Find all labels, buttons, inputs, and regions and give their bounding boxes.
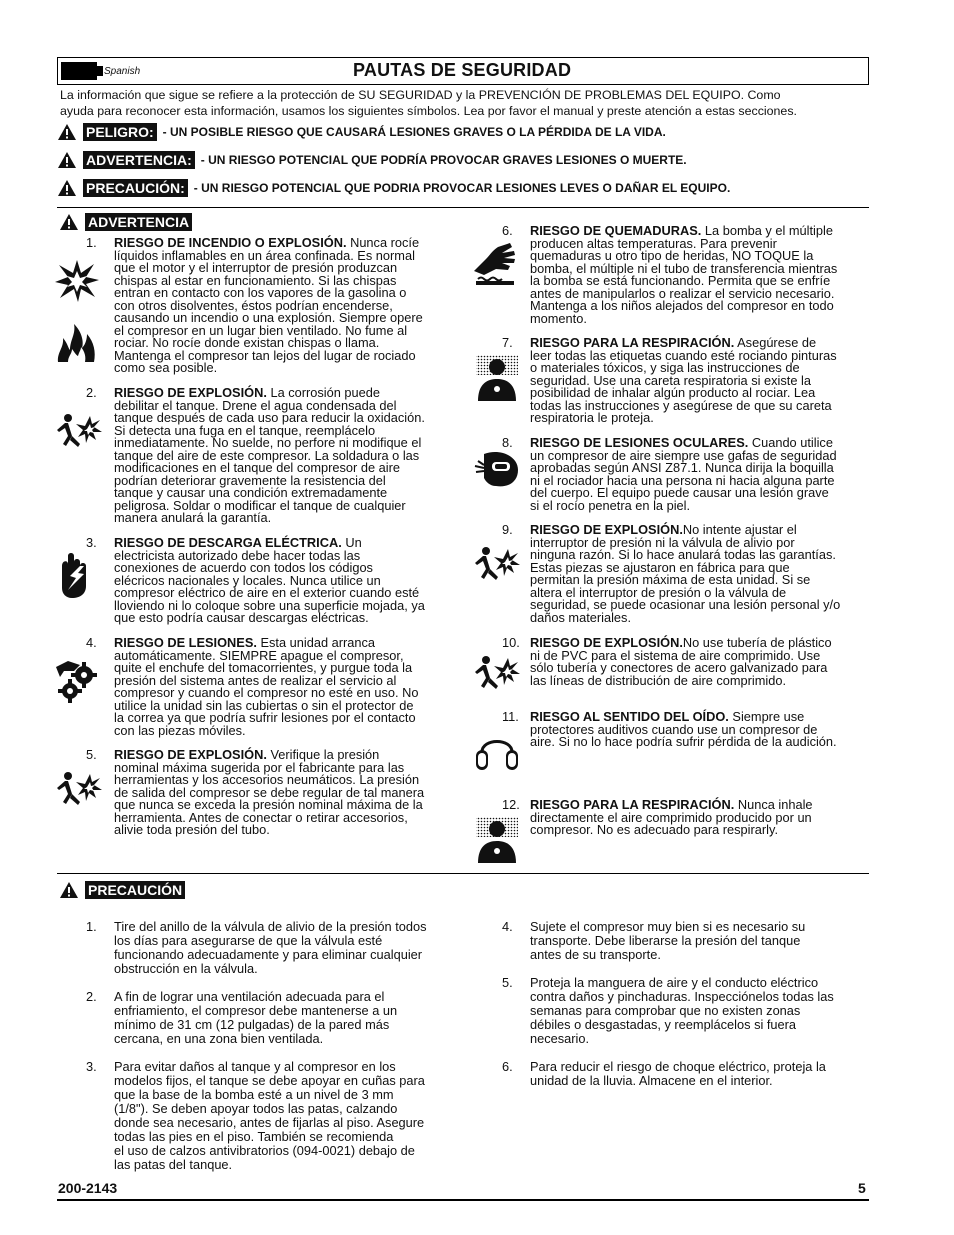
item-line: un compresor de aire siempre use gafas de seguridad bbox=[530, 447, 837, 463]
electric-shock-icon bbox=[54, 552, 100, 598]
item-line: antes de su transporte. bbox=[530, 947, 661, 962]
item-title: RIESGO DE EXPLOSIÓN. bbox=[530, 522, 683, 537]
item-line: rociar. No rocíe donde existan chispas o llama. bbox=[114, 335, 380, 350]
item-line: momento. bbox=[530, 310, 587, 326]
item-line: todas las pies en el piso. También se recomienda bbox=[114, 1129, 394, 1144]
item-line: tanque del aire de este compresor. La soldadura o las bbox=[114, 447, 420, 463]
item-title: RIESGO DE DESCARGA ELÉCTRICA. bbox=[114, 535, 342, 550]
gear-hand-icon bbox=[54, 657, 100, 703]
explosion-icon bbox=[54, 258, 100, 304]
item-line: seguridad. Use una careta respiratoria si existe la bbox=[530, 372, 811, 388]
symbol-label: PELIGRO: bbox=[83, 123, 157, 141]
item-title: RIESGO DE EXPLOSIÓN. bbox=[114, 747, 267, 762]
intro-text bbox=[60, 88, 870, 119]
item-line: Tire del anillo de la válvula de alivio de la presión todos bbox=[114, 919, 427, 934]
item-line: presión del sistema antes de realizar el servicio al bbox=[114, 672, 397, 688]
item-line: enfriamiento, el compresor debe mantenerse a un bbox=[114, 1003, 398, 1018]
item-line: donde sea necesario, antes de fijarlas al piso. Asegure bbox=[114, 1115, 425, 1130]
item-line: chispas al estar en funcionamiento. Si las chispas bbox=[114, 272, 397, 288]
item-line: compresor eléctrico de aire en el exterior cuando esté bbox=[114, 585, 420, 600]
item-line: las patas del tanque. bbox=[114, 1157, 233, 1172]
item-line: la correa ya que podría sufrir lesiones por el contacto bbox=[114, 710, 416, 725]
item-line: el compresor en un lugar bien ventilado. No fume al bbox=[114, 322, 408, 338]
item-line: Siempre use bbox=[728, 709, 805, 724]
item-line: podrían deteriorar gravemente la resistencia del bbox=[114, 472, 386, 488]
symbol-label: ADVERTENCIA: bbox=[83, 151, 195, 169]
item-title: RIESGO DE EXPLOSIÓN. bbox=[530, 635, 683, 650]
item-line: Un bbox=[341, 535, 362, 550]
symbol-row-danger bbox=[57, 122, 666, 142]
item-line: las líneas de distribución de aire comprimido. bbox=[530, 672, 787, 688]
section-label: PRECAUCIÓN bbox=[85, 881, 185, 899]
item-line: utilice la unidad sin las cubiertas o sin el protector de bbox=[114, 697, 414, 713]
item-line: si el rocío penetra en la piel. bbox=[530, 497, 691, 513]
burst-person-icon bbox=[56, 768, 102, 814]
footer-divider bbox=[57, 1199, 869, 1201]
item-line: antes de manipularlos o realizar el servicio necesario. bbox=[530, 285, 835, 301]
respirator-icon bbox=[474, 817, 520, 863]
item-line: como sea posible. bbox=[114, 360, 218, 375]
item-line: ninguna razón. Si lo hace anulará todas las garantías. bbox=[530, 547, 836, 562]
respirator-icon bbox=[474, 355, 520, 401]
item-line: elécricos nacionales y locales. Nunca utilice un bbox=[114, 572, 381, 588]
item-line: La bomba y el múltiple bbox=[701, 223, 833, 238]
document-number: 200-2143 bbox=[58, 1180, 118, 1196]
item-line: posibilidad de inhalar algún producto al rociar. Lea bbox=[530, 385, 816, 400]
symbol-desc: - UN RIESGO POTENCIAL QUE PODRÍA PROVOCAR GRAVES LESIONES O MUERTE. bbox=[200, 153, 687, 167]
item-line: funcionando adecuadamente y para eliminar cualquier bbox=[114, 947, 423, 962]
item-number: 11. bbox=[502, 709, 519, 724]
page-title: PAUTAS DE SEGURIDAD bbox=[353, 60, 572, 80]
item-line: manera anulará la garantía. bbox=[114, 510, 272, 525]
language-tab-notch bbox=[97, 66, 103, 76]
item-title: RIESGO DE QUEMADURAS. bbox=[530, 223, 702, 238]
item-line: permitan la presión máxima de esta unidad. Si se bbox=[530, 572, 811, 587]
item-line: A fin de lograr una ventilación adecuada para el bbox=[114, 989, 385, 1004]
warning-triangle-icon bbox=[59, 213, 79, 231]
item-title: RIESGO AL SENTIDO DEL OÍDO. bbox=[530, 709, 729, 724]
hot-surface-hand-icon bbox=[472, 241, 518, 287]
item-line: todas las instrucciones y asegúrese de que su careta bbox=[530, 397, 832, 413]
item-number: 10. bbox=[502, 635, 520, 650]
item-line: inmediatamente. No suelde, no perfore ni modifique el bbox=[114, 435, 422, 450]
item-text bbox=[530, 920, 805, 962]
burst-person-icon bbox=[474, 652, 520, 698]
symbol-desc: - UN POSIBLE RIESGO QUE CAUSARÁ LESIONES GRAVES O LA PÉRDIDA DE LA VIDA. bbox=[162, 125, 666, 139]
item-line: seguridad, se puede ocasionar una lesión personal y/o bbox=[530, 597, 841, 612]
item-line: Sujete el compresor muy bien si es necesario su bbox=[530, 919, 806, 934]
item-line: con las piezas móviles. bbox=[114, 722, 246, 738]
language-label: Spanish bbox=[104, 66, 141, 77]
item-line: obstrucción en la válvula. bbox=[114, 961, 258, 976]
item-number: 1. bbox=[86, 235, 97, 250]
intro-line: ayuda para reconocer esta información, usamos los siguientes símbolos. Lea por favor el manual y preste atención a estas secciones. bbox=[60, 103, 797, 118]
item-line: la bomba se está funcionando. Permita que se enfríe bbox=[530, 273, 831, 288]
item-text bbox=[114, 637, 418, 737]
item-line: causando un incendio o una explosión. Siempre opere bbox=[114, 310, 423, 325]
item-line: Proteja la manguera de aire y el conducto eléctrico bbox=[530, 975, 819, 990]
item-line: herramienta. Antes de conectar o retirar accesorios, bbox=[114, 809, 408, 825]
item-text bbox=[530, 976, 834, 1046]
item-line: producen altas temperaturas. Para prevenir bbox=[530, 235, 777, 251]
item-line: leer todas las etiquetas cuando esté rociando pinturas bbox=[530, 347, 837, 363]
item-line: Para reducir el riesgo de choque eléctrico, proteja la bbox=[530, 1059, 826, 1074]
item-line: sólo tubería y conectores de acero galvanizado para bbox=[530, 660, 828, 675]
burst-person-icon bbox=[474, 543, 520, 589]
item-line: débiles o desgastadas, y reemplácelos si fuera bbox=[530, 1017, 797, 1032]
item-number: 3. bbox=[86, 535, 97, 550]
item-line: Verifique la presión bbox=[266, 747, 380, 762]
language-tab bbox=[61, 62, 97, 80]
page-number: 5 bbox=[858, 1180, 866, 1196]
item-line: electricista autorizado debe hacer todas las bbox=[114, 547, 361, 563]
item-line: peligrosa. Soldar o modificar el tanque de cualquier bbox=[114, 497, 406, 513]
intro-line: La información que sigue se refiere a la protección de SU SEGURIDAD y la PREVENCIÓN DE PROBLEMAS DEL EQUIPO. Como bbox=[60, 88, 781, 102]
symbol-label: PRECAUCIÓN: bbox=[83, 179, 188, 197]
item-line: el uso de calzos antivibratorios (094-0021) debajo de bbox=[114, 1143, 415, 1158]
item-line: herramientas y los accesorios neumáticos. La presión bbox=[114, 772, 420, 787]
item-number: 5. bbox=[86, 747, 97, 762]
item-line: ni de PVC para el sistema de aire comprimido. Use bbox=[530, 647, 821, 663]
item-title: RIESGO PARA LA RESPIRACIÓN. bbox=[530, 335, 735, 350]
item-line: tanque y causar una condición extremadamente bbox=[114, 485, 388, 500]
warning-triangle-icon bbox=[57, 179, 77, 197]
item-number: 4. bbox=[86, 635, 97, 650]
item-line: Para evitar daños al tanque y al compresor en los bbox=[114, 1059, 396, 1074]
caution-section-header bbox=[57, 881, 185, 899]
item-line: nominal máxima sugerida por el fabricante para las bbox=[114, 759, 405, 775]
item-line: que la base de la bomba esté a un nivel de 3 mm bbox=[114, 1087, 394, 1102]
item-title: RIESGO DE LESIONES. bbox=[114, 635, 257, 650]
item-text bbox=[114, 237, 423, 375]
divider bbox=[57, 207, 869, 208]
item-line: necesario. bbox=[530, 1031, 590, 1046]
item-text bbox=[530, 711, 837, 749]
item-line: que el motor y el interruptor de presión produzcan bbox=[114, 260, 398, 275]
item-line: (1/8"). Se deben apoyar todos las patas, calzando bbox=[114, 1101, 398, 1116]
item-line: directamente el aire comprimido producido por un bbox=[530, 809, 812, 825]
item-line: quemaduras u otro tipo de heridas, NO TOQUE la bbox=[530, 248, 814, 263]
item-line: La corrosión puede bbox=[266, 385, 381, 400]
item-line: compresor. No es adecuado para respirarly. bbox=[530, 822, 779, 837]
item-line: bomba, el múltiple ni el tubo de transferencia mientras bbox=[530, 260, 838, 276]
item-text bbox=[114, 920, 427, 976]
warning-triangle-icon bbox=[57, 151, 77, 169]
item-line: Si detecta una fuga en el tanque, reemplácelo bbox=[114, 422, 376, 438]
item-text bbox=[530, 799, 813, 837]
burst-person-icon bbox=[56, 410, 102, 456]
item-line: o materiales tóxicos, y siga las instrucciones de bbox=[530, 360, 800, 375]
item-line: compresor y cuando el compresor no esté en uso. No bbox=[114, 685, 419, 700]
item-line: alivie toda presión del tubo. bbox=[114, 822, 270, 837]
eye-goggles-icon bbox=[474, 446, 520, 492]
item-line: con otros disolventes, éstos podrían encenderse, bbox=[114, 297, 393, 313]
item-line: que nunca se exceda la presión nominal máxima de la bbox=[114, 797, 423, 812]
item-line: contra daños y pinchaduras. Inspecciónelos todas las bbox=[530, 989, 834, 1004]
item-line: transporte. Debe liberarse la presión del tanque bbox=[530, 933, 801, 948]
item-text bbox=[114, 749, 424, 837]
item-line: entran en contacto con los vapores de la gasolina o bbox=[114, 285, 407, 300]
item-line: modificaciones en el tanque del compresor de aire bbox=[114, 460, 400, 475]
item-line: Nunca rocíe bbox=[346, 235, 420, 250]
item-text bbox=[114, 387, 425, 525]
item-line: Mantenga el compresor tan lejos del lugar de rociado bbox=[114, 347, 416, 363]
item-line: automáticamente. SIEMPRE apague el compresor, bbox=[114, 647, 404, 663]
item-line: semanas para comprobar que no existen zonas bbox=[530, 1003, 801, 1018]
item-number: 8. bbox=[502, 435, 513, 450]
item-text bbox=[530, 1060, 826, 1088]
warning-section-header bbox=[57, 213, 192, 231]
item-number: 2. bbox=[86, 385, 97, 400]
item-line: que esto podría causar descargas eléctricas. bbox=[114, 610, 369, 625]
item-line: aprobadas según ANSI Z87.1. Nunca dirija la boquilla bbox=[530, 460, 834, 475]
item-line: quite el enchufe del tomacorrientes, y purgue toda la bbox=[114, 660, 413, 675]
symbol-desc: - UN RIESGO POTENCIAL QUE PODRIA PROVOCAR LESIONES LEVES O DAÑAR EL EQUIPO. bbox=[193, 181, 731, 195]
item-text bbox=[530, 637, 832, 687]
item-text bbox=[114, 990, 397, 1046]
item-title: RIESGO DE INCENDIO O EXPLOSIÓN. bbox=[114, 235, 347, 250]
item-line: unidad de la lluvia. Almacene en el interior. bbox=[530, 1073, 773, 1088]
item-number: 6. bbox=[502, 1059, 513, 1074]
warning-triangle-icon bbox=[59, 881, 79, 899]
item-line: debilitar el tanque. Drene el agua condensada del bbox=[114, 397, 397, 413]
item-line: daños materiales. bbox=[530, 609, 632, 625]
item-number: 12. bbox=[502, 797, 520, 812]
item-number: 9. bbox=[502, 522, 513, 537]
item-text bbox=[530, 337, 837, 425]
item-number: 4. bbox=[502, 919, 513, 934]
item-line: ni el rociador hacia una persona ni hacia alguna parte bbox=[530, 472, 835, 488]
item-line: No use tubería de plástico bbox=[682, 635, 832, 650]
header-box bbox=[57, 57, 869, 85]
item-line: Mantenga a los niños alejados del compresor en todo bbox=[530, 298, 834, 313]
item-text bbox=[530, 437, 837, 512]
item-text bbox=[114, 1060, 425, 1172]
item-line: conexiones de acuerdo con todos los códigos bbox=[114, 560, 373, 575]
item-line: protectores auditivos cuando use un compresor de bbox=[530, 721, 818, 737]
warning-triangle-icon bbox=[57, 123, 77, 141]
symbol-row-caution bbox=[57, 178, 730, 198]
divider bbox=[57, 873, 869, 874]
item-number: 3. bbox=[86, 1059, 97, 1074]
item-line: Nunca inhale bbox=[734, 797, 813, 812]
item-line: lloviendo ni lo coloque sobre una superficie mojada, ya bbox=[114, 597, 425, 613]
symbol-row-warning bbox=[57, 150, 687, 170]
item-line: aire. Si no lo hace podría sufrir pérdida de la audición. bbox=[530, 734, 837, 749]
item-number: 1. bbox=[86, 919, 97, 934]
item-line: altera el interruptor de presión o la válvula de bbox=[530, 584, 787, 600]
item-title: RIESGO DE LESIONES OCULARES. bbox=[530, 435, 749, 450]
item-line: mínimo de 31 cm (12 pulgadas) de la pared más bbox=[114, 1017, 390, 1032]
item-line: cercana, en una zona bien ventilada. bbox=[114, 1031, 324, 1046]
item-line: líquidos inflamables en un área confinada. Es normal bbox=[114, 247, 415, 263]
item-title: RIESGO DE EXPLOSIÓN. bbox=[114, 385, 267, 400]
item-text bbox=[530, 524, 840, 624]
item-number: 7. bbox=[502, 335, 513, 350]
item-text bbox=[530, 225, 837, 325]
item-line: interruptor de presión ni la válvula de alivio por bbox=[530, 534, 795, 550]
item-text bbox=[114, 537, 425, 625]
item-line: Esta unidad arranca bbox=[256, 635, 376, 650]
item-title: RIESGO PARA LA RESPIRACIÓN. bbox=[530, 797, 735, 812]
item-line: Cuando utilice bbox=[748, 435, 833, 450]
item-number: 6. bbox=[502, 223, 513, 238]
item-line: modelos fijos, el tanque se debe apoyar en cuñas para bbox=[114, 1073, 425, 1088]
fire-icon bbox=[54, 322, 100, 368]
item-line: Estas piezas se ajustaron en fábrica para que bbox=[530, 559, 790, 575]
ear-protection-icon bbox=[474, 730, 520, 776]
item-line: No intente ajustar el bbox=[682, 522, 797, 537]
item-line: respiratoria le proteja. bbox=[530, 410, 654, 425]
item-line: los días para asegurarse de que la válvula esté bbox=[114, 933, 383, 948]
section-label: ADVERTENCIA bbox=[85, 213, 192, 231]
item-number: 5. bbox=[502, 975, 513, 990]
item-line: tanque después de cada uso para reducir la oxidación. bbox=[114, 410, 425, 425]
item-number: 2. bbox=[86, 989, 97, 1004]
item-line: de salida del compresor se debe regular de tal manera bbox=[114, 784, 425, 800]
item-line: Asegúrese de bbox=[734, 335, 817, 350]
item-line: del cuerpo. El equipo puede causar una lesión grave bbox=[530, 485, 829, 500]
